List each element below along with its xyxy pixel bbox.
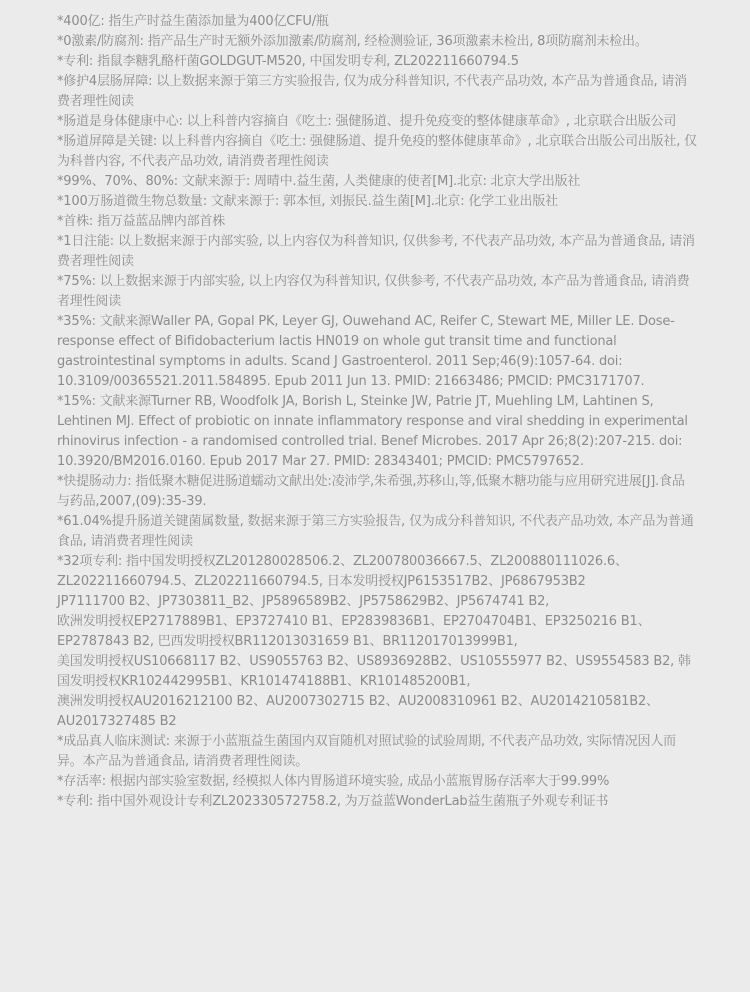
footnote-61-percent: *61.04%提升肠道关键菌属数量, 数据来源于第三方实验报告, 仅为成分科普知识, 不代表产品功效, 本产品为普通食品, 请消费者理性阅读 [57,514,694,549]
footnote-no-hormone-preservative: *0激素/防腐剂: 指产品生产时无额外添加激素/防腐剂, 经检测验证, 36项激素未检出, 8项防腐剂未检出。 [57,34,648,49]
footnote-gut-health-center: *肠道是身体健康中心: 以上科普内容摘自《吃土: 强健肠道、提升免疫变的整体健康革命》, 北京联合出版公司 [57,114,677,129]
footnote-first-strain: *首株: 指万益蓝品牌内部首株 [57,214,226,229]
footnote-microbe-count: *100万肠道微生物总数量: 文献来源于: 郭本恒, 刘振民.益生菌[M].北京: 化学工业出版社 [57,194,558,209]
footnote-patent-strain: *专利: 指鼠李糖乳酪杆菌GOLDGUT-M520, 中国发明专利, ZL202211660794.5 [57,54,519,69]
footnote-clinical-test: *成品真人临床测试: 来源于小蓝瓶益生菌国内双盲随机对照试验的试验周期, 不代表产品功效, 实际情况因人而异。本产品为普通食品, 请消费者理性阅读。 [57,734,676,769]
footnotes-block [57,12,697,812]
footnote-32-patents: *32项专利: 指中国发明授权ZL201280028506.2、ZL200780036667.5、ZL200880111026.6、ZL202211660794.5、ZL202211660794.5, 日本发明授权JP6153517B2、JP6867953B2 JP7111700 B2、JP7303811_B2、JP5896589B2、JP5758629B2、JP5674741 B2, 欧洲发明授权EP2717889B1、EP3727410 B1、EP2839836B1、EP2704704B1、EP3250216 B1、EP2787843 B2, 巴西发明授权BR112013031659 B1、BR112017013999B1, 美国发明授权US10668117 B2、US9055763 B2、US8936928B2、US10555977 B2、US9554583 B2, 韩国发明授权KR102442995B1、KR101474188B1、KR101485200B1, 澳洲发明授权AU2016212100 B2、AU2007302715 B2、AU2008310961 B2、AU2014210581B2、AU2017327485 B2 [57,554,691,729]
footnote-percent-source: *99%、70%、80%: 文献来源于: 周晴中.益生菌, 人类健康的使者[M].北京: 北京大学出版社 [57,174,581,189]
footnote-75-percent: *75%: 以上数据来源于内部实验, 以上内容仅为科普知识, 仅供参考, 不代表产品功效, 本产品为普通食品, 请消费者理性阅读 [57,274,690,309]
footnote-15-percent: *15%: 文献来源Turner RB, Woodfolk JA, Borish L, Steinke JW, Patrie JT, Muehling LM, Lahtinen S, Lehtinen MJ. Effect of probiotic on innate inflammatory response and viral shedding in experimental rhinovirus infection - a randomised controlled trial. Benef Microbes. 2017 Apr 26;8(2):207-215. doi: 10.3920/BM2016.0160. Epub 2017 Mar 27. PMID: 28343401; PMCID: PMC5797652. [57,394,692,469]
footnote-35-percent: *35%: 文献来源Waller PA, Gopal PK, Leyer GJ, Ouwehand AC, Reifer C, Stewart ME, Miller LE. Dose-response effect of Bifidobacterium lactis HN019 on whole gut transit time and functional gastrointestinal symptoms in adults. Scand J Gastroenterol. 2011 Sep;46(9):1057-64. doi: 10.3109/00365521.2011.584895. Epub 2011 Jun 13. PMID: 21663486; PMCID: PMC3171707. [57,314,675,389]
footnote-gut-motility: *快提肠动力: 指低聚木糖促进肠道蠕动文献出处:凌沛学,朱希强,苏移山,等,低聚木糖功能与应用研究进展[J].食品与药品,2007,(09):35-39. [57,474,685,509]
footnote-400yi: *400亿: 指生产时益生菌添加量为400亿CFU/瓶 [57,14,329,29]
footnote-gut-barrier-repair: *修护4层肠屏障: 以上数据来源于第三方实验报告, 仅为成分科普知识, 不代表产品功效, 本产品为普通食品, 请消费者理性阅读 [57,74,687,109]
footnote-one-day: *1日注能: 以上数据来源于内部实验, 以上内容仅为科普知识, 仅供参考, 不代表产品功效, 本产品为普通食品, 请消费者理性阅读 [57,234,695,269]
footnote-survival-rate: *存活率: 根据内部实验室数据, 经模拟人体内胃肠道环境实验, 成品小蓝瓶胃肠存活率大于99.99% [57,774,610,789]
footnote-gut-barrier-key: *肠道屏障是关键: 以上科普内容摘自《吃土: 强健肠道、提升免疫的整体健康革命》, 北京联合出版公司出版社, 仅为科普内容, 不代表产品功效, 请消费者理性阅读 [57,134,697,169]
footnote-design-patent: *专利: 指中国外观设计专利ZL202330572758.2, 为万益蓝WonderLab益生菌瓶子外观专利证书 [57,794,609,809]
